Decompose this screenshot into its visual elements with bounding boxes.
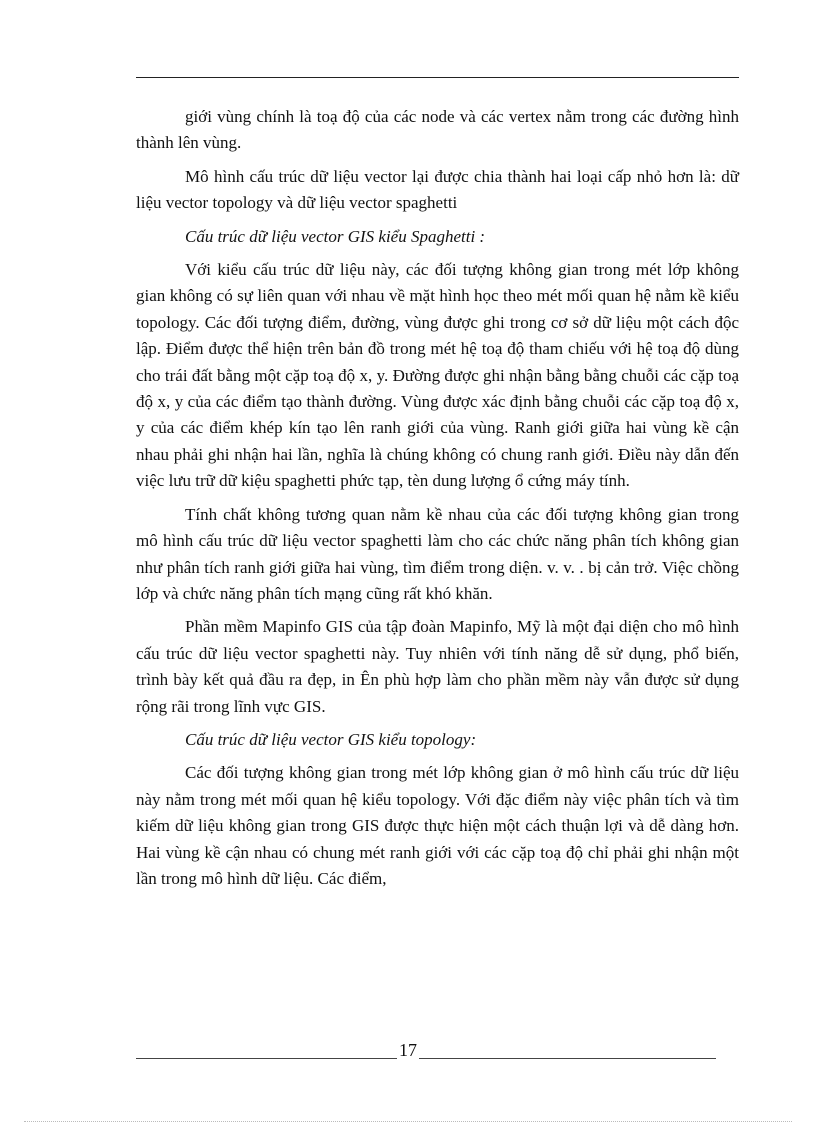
- paragraph: Phần mềm Mapinfo GIS của tập đoàn Mapinfo, Mỹ là một đại diện cho mô hình cấu trúc dữ liệu vector spaghetti này. Tuy nhiên với tính năng dễ sử dụng, phổ biến, trình bày kết quả đầu ra đẹp, in Ên phù hợp làm cho phần mềm này vẫn được sử dụng rộng rãi trong lĩnh vực GIS.: [136, 617, 739, 716]
- paragraph: Với kiểu cấu trúc dữ liệu này, các đối tượng không gian trong mét lớp không gian không có sự liên quan với nhau về mặt hình học theo mét mối quan hệ nằm kề kiểu topology. Các đối tượng điểm, đường, vùng được ghi trong cơ sở dữ liệu một cách độc lập. Điểm được thể hiện trên bản đồ trong mét hệ toạ độ tham chiếu với hệ toạ độ dùng cho trái đất bằng một cặp toạ độ x, y. Đường được ghi nhận bằng bằng chuỗi các cặp toạ độ x, y của các điểm tạo thành đường. Vùng được xác định bằng chuỗi các cặp toạ độ x, y của các điểm khép kín tạo lên ranh giới của vùng. Ranh giới giữa hai vùng kề cận nhau phải ghi nhận hai lần, nghĩa là chúng không có chung ranh giới. Điều này dẫn đến việc lưu trữ dữ kiệu spaghetti phức tạp, tèn dung lượng ổ cứng máy tính.: [136, 260, 739, 491]
- paragraph: Mô hình cấu trúc dữ liệu vector lại được chia thành hai loại cấp nhỏ hơn là: dữ liệu vector topology và dữ liệu vector spaghetti: [136, 166, 739, 213]
- header-rule: [136, 77, 739, 78]
- page-number: [0, 1040, 816, 1060]
- page-body: [136, 104, 739, 899]
- page-number-label: 17: [399, 1040, 417, 1060]
- paragraph: giới vùng chính là toạ độ của các node và các vertex nằm trong các đường hình thành lên vùng.: [136, 107, 739, 153]
- section-heading: Cấu trúc dữ liệu vector GIS kiểu Spaghetti :: [185, 226, 486, 246]
- page-bottom-edge: [24, 1121, 792, 1122]
- paragraph: Các đối tượng không gian trong mét lớp không gian ở mô hình cấu trúc dữ liệu này nằm trong mét mối quan hệ kiểu topology. Với đặc điểm này việc phân tích và tìm kiếm dữ liệu không gian trong GIS được thực hiện một cách thuận lợi và dễ dàng hơn. Hai vùng kề cận nhau có chung mét ranh giới với các cặp toạ độ chỉ phải ghi nhận một lần trong mô hình dữ liệu. Các điểm,: [136, 763, 739, 888]
- section-heading: Cấu trúc dữ liệu vector GIS kiểu topology:: [185, 729, 477, 749]
- paragraph: Tính chất không tương quan nằm kề nhau của các đối tượng không gian trong mô hình cấu trúc dữ liệu vector spaghetti làm cho các chức năng phân tích không gian như phân tích ranh giới giữa hai vùng, tìm điểm trong diện. v. v. . bị cản trở. Việc chồng lớp và chức năng phân tích mạng cũng rất khó khăn.: [136, 504, 739, 603]
